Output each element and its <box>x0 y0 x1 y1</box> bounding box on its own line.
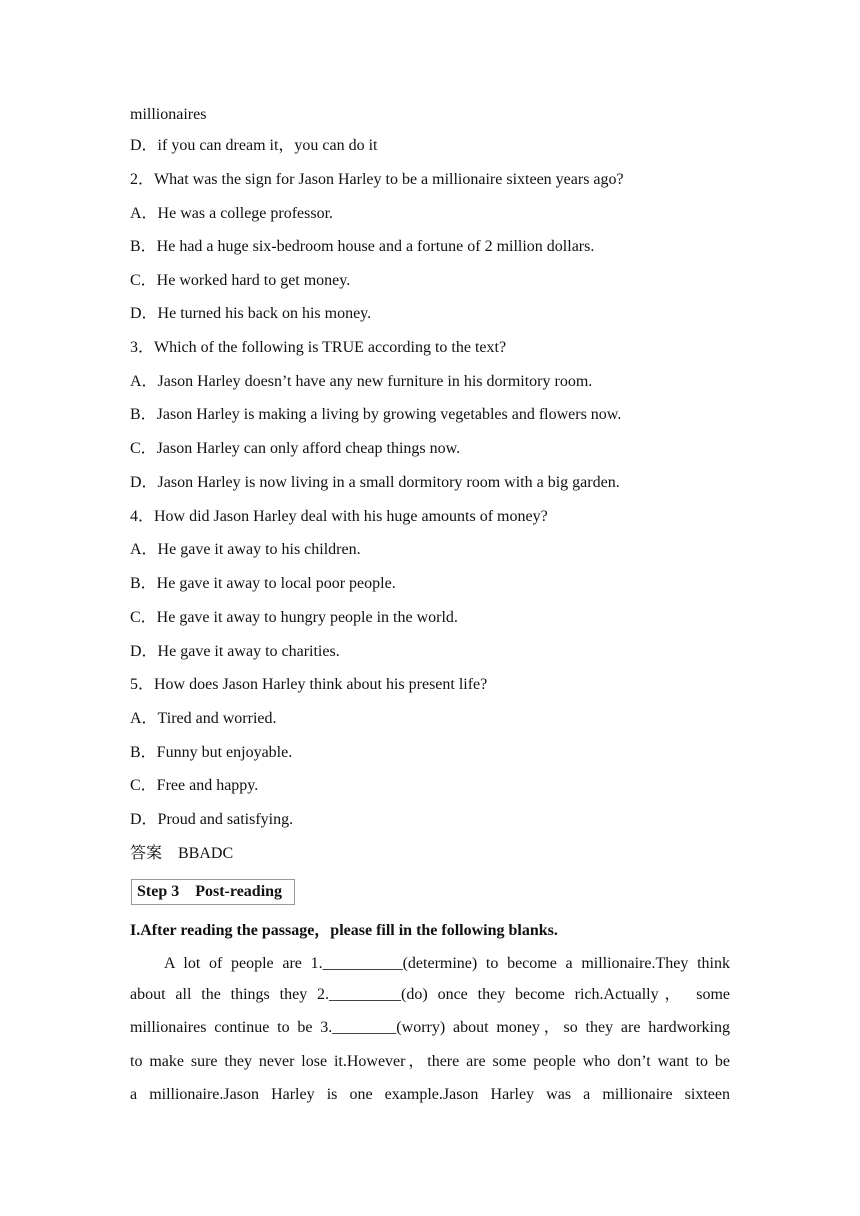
paragraph-line-2: about all the things they 2._________(do) once they become rich.Actually， some <box>130 986 730 1003</box>
question-5-option-b: B．Funny but enjoyable. <box>130 744 293 761</box>
question-2-option-a: A．He was a college professor. <box>130 205 334 222</box>
question-5-option-a: A．Tired and worried. <box>130 710 277 727</box>
question-3-option-d: D．Jason Harley is now living in a small dormitory room with a big garden. <box>130 474 620 491</box>
question-4-stem: 4．How did Jason Harley deal with his huge amounts of money? <box>130 508 548 525</box>
question-3-option-a: A．Jason Harley doesn’t have any new furniture in his dormitory room. <box>130 373 593 390</box>
paragraph-line-5: a millionaire.Jason Harley is one example.Jason Harley was a millionaire sixteen <box>130 1086 730 1103</box>
q1-option-d: D．if you can dream it，you can do it <box>130 137 378 154</box>
question-2-stem: 2．What was the sign for Jason Harley to be a millionaire sixteen years ago? <box>130 171 624 188</box>
step-heading: Step 3 Post-reading <box>131 879 295 905</box>
paragraph-line-1: A lot of people are 1.__________(determine) to become a millionaire.They think <box>164 955 730 972</box>
question-4-option-c: C．He gave it away to hungry people in the world. <box>130 609 458 626</box>
question-3-stem: 3．Which of the following is TRUE according to the text? <box>130 339 507 356</box>
question-4-option-d: D．He gave it away to charities. <box>130 643 340 660</box>
question-2-option-d: D．He turned his back on his money. <box>130 305 372 322</box>
question-4-option-a: A．He gave it away to his children. <box>130 541 361 558</box>
question-2-option-b: B．He had a huge six-bedroom house and a fortune of 2 million dollars. <box>130 238 595 255</box>
question-5-option-c: C．Free and happy. <box>130 777 259 794</box>
continuation-text: millionaires <box>130 106 207 123</box>
question-3-option-b: B．Jason Harley is making a living by growing vegetables and flowers now. <box>130 406 622 423</box>
question-5-option-d: D．Proud and satisfying. <box>130 811 294 828</box>
question-2-option-c: C．He worked hard to get money. <box>130 272 351 289</box>
paragraph-line-4: to make sure they never lose it.However，there are some people who don’t want to be <box>130 1053 730 1070</box>
question-4-option-b: B．He gave it away to local poor people. <box>130 575 396 592</box>
question-3-option-c: C．Jason Harley can only afford cheap things now. <box>130 440 461 457</box>
question-5-stem: 5．How does Jason Harley think about his present life? <box>130 676 488 693</box>
paragraph-line-3: millionaires continue to be 3.________(worry) about money，so they are hardworking <box>130 1019 730 1036</box>
answer-key: 答案 BBADC <box>130 845 234 862</box>
section-heading: I.After reading the passage，please fill in the following blanks. <box>130 922 558 939</box>
